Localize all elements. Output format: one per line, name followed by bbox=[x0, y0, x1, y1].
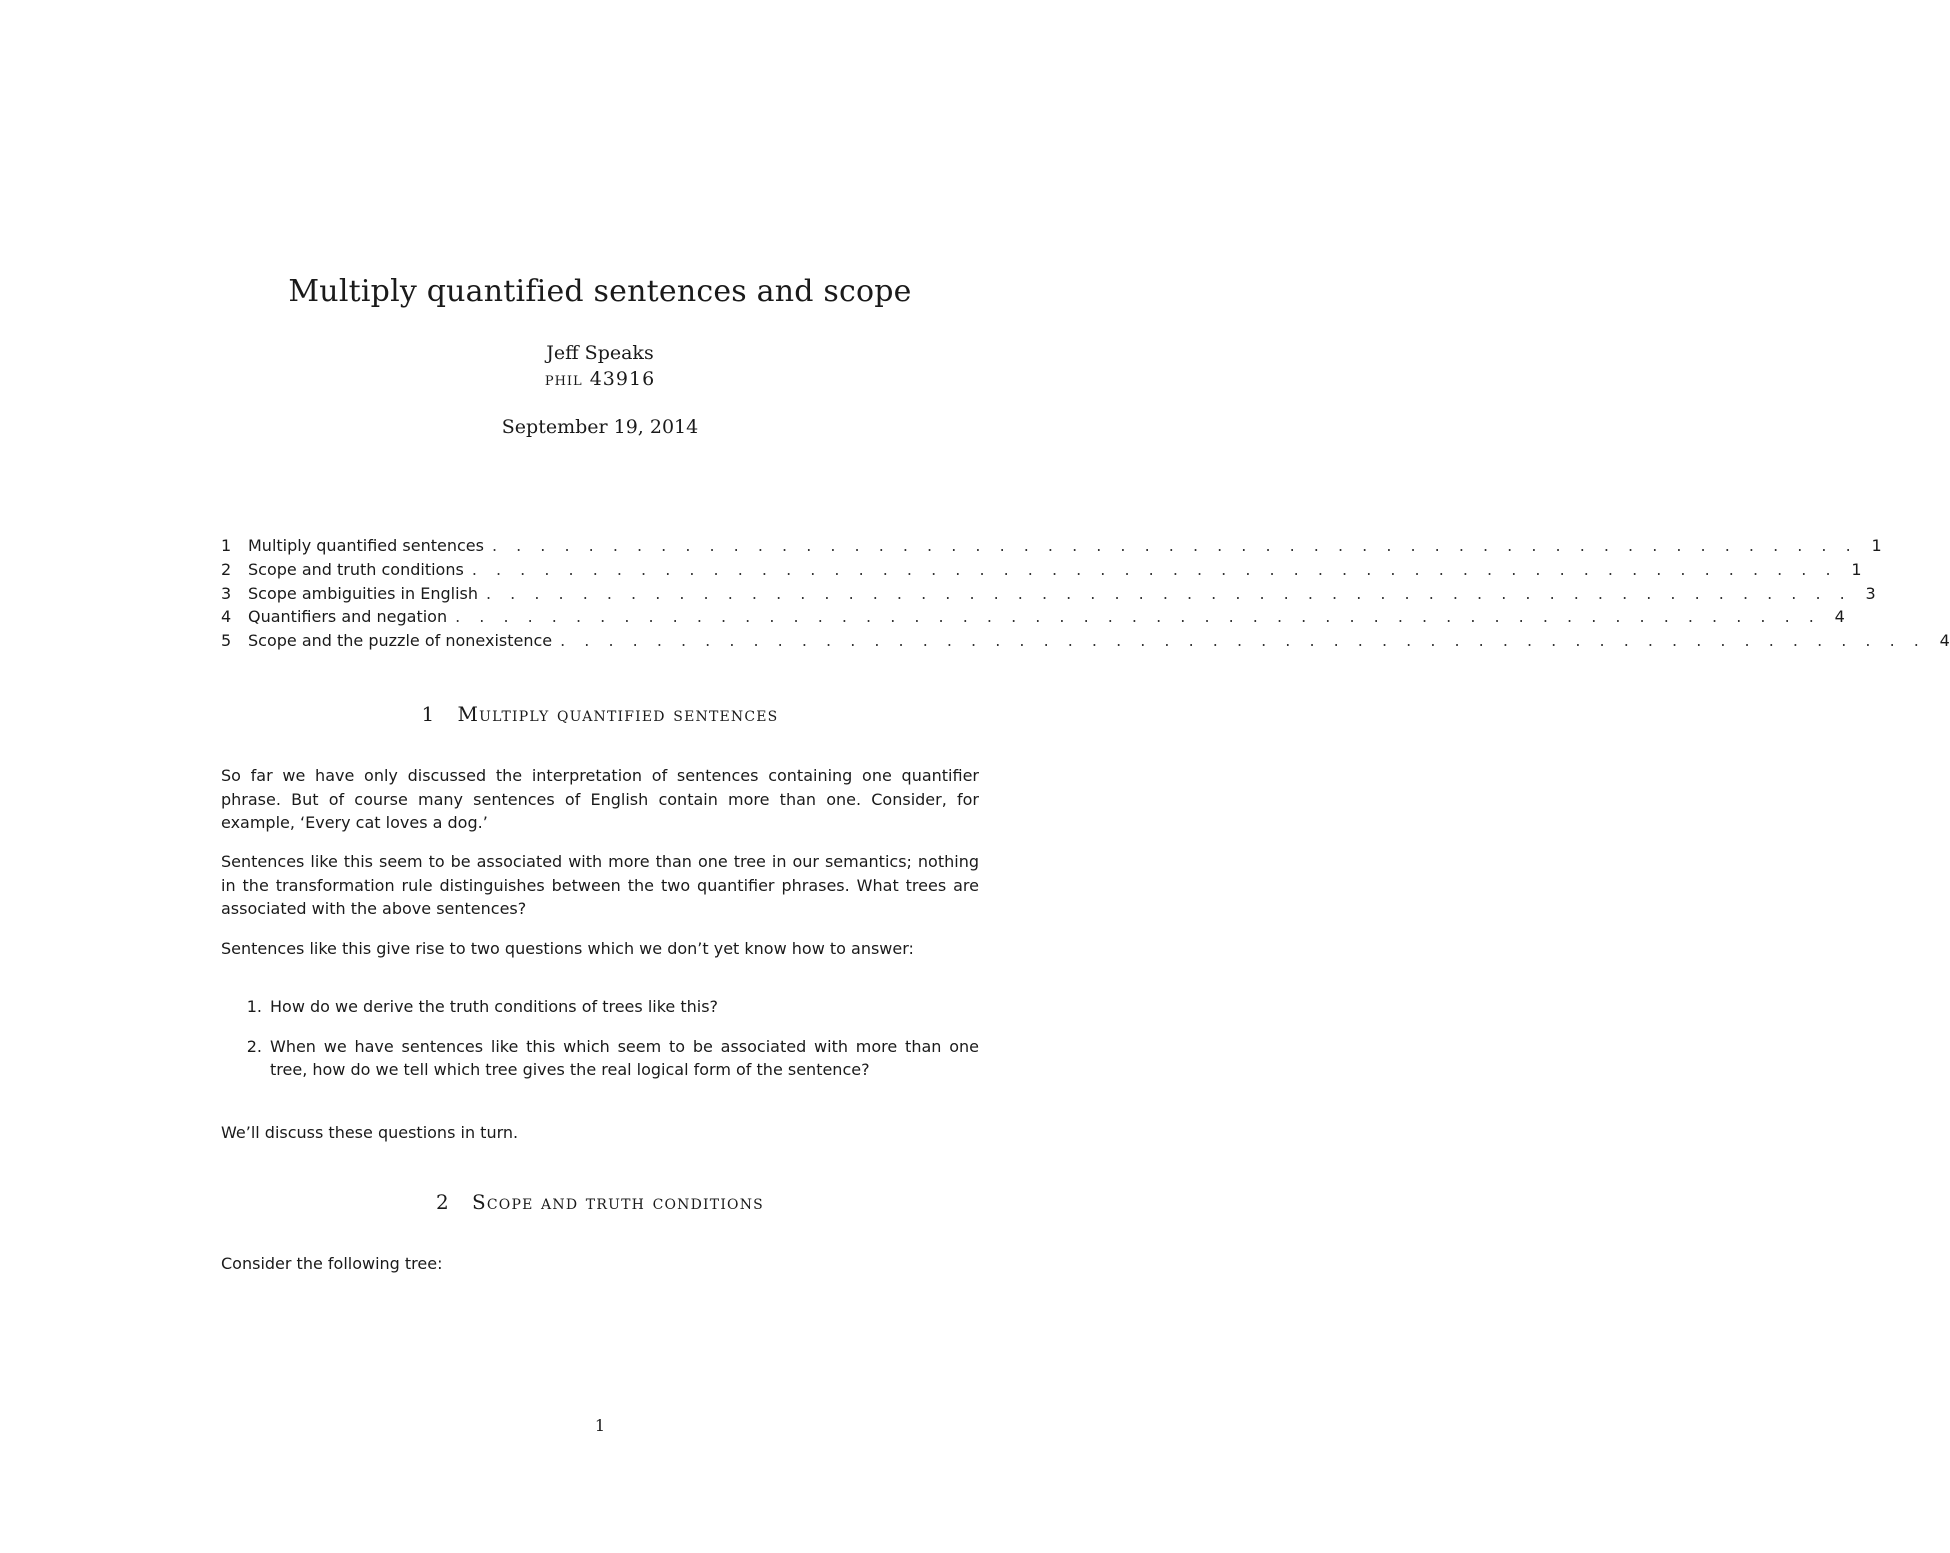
body-paragraph: Sentences like this give rise to two questions which we don’t yet know how to answer: bbox=[221, 939, 914, 958]
toc-leader-dots: . . . . . . . . . . . . . . . . . . . . . . . . . . . . . . . . . . . . . . . . . . . . . . . . . . . . . . . . . bbox=[455, 607, 1821, 627]
table-of-contents bbox=[221, 536, 1950, 655]
toc-entry-number: 5 bbox=[221, 631, 232, 651]
list-item-number: 1. bbox=[246, 997, 262, 1016]
toc-leader-dots: . . . . . . . . . . . . . . . . . . . . . . . . . . . . . . . . . . . . . . . . . . . . . . . . . . . . . . . . . bbox=[560, 631, 1926, 651]
section-title: Multiply quantified sentences bbox=[457, 702, 779, 726]
toc-leader-dots: . . . . . . . . . . . . . . . . . . . . . . . . . . . . . . . . . . . . . . . . . . . . . . . . . . . . . . . . . bbox=[486, 583, 1852, 603]
list-item-text: When we have sentences like this which seem to be associated with more than one tree, how do we tell which tree gives the real logical form of the sentence? bbox=[270, 1036, 979, 1080]
list-item-text: How do we derive the truth conditions of trees like this? bbox=[270, 997, 719, 1016]
toc-entry-number: 1 bbox=[221, 536, 232, 555]
list-item-number: 2. bbox=[246, 1036, 262, 1056]
toc-entry[interactable] bbox=[221, 607, 1845, 631]
body-paragraph: Sentences like this seem to be associated with more than one tree in our semantics; nothing in the transformation rule distinguishes between the two quantifier phrases. What trees are associated with the above sentences? bbox=[221, 852, 979, 919]
toc-entry[interactable] bbox=[221, 583, 1876, 608]
toc-entry-number: 2 bbox=[221, 559, 232, 579]
page-number: 1 bbox=[594, 1416, 606, 1435]
toc-leader-dots: . . . . . . . . . . . . . . . . . . . . . . . . . . . . . . . . . . . . . . . . . . . . . . . . . . . . . . . . . bbox=[471, 559, 1838, 579]
document-date: September 19, 2014 bbox=[501, 416, 699, 438]
section-title: Scope and truth conditions bbox=[471, 1190, 764, 1214]
toc-leader-dots: . . . . . . . . . . . . . . . . . . . . . . . . . . . . . . . . . . . . . . . . . . . . . . . . . . . . . . . . . bbox=[491, 536, 1858, 555]
question-list bbox=[221, 995, 979, 1098]
author-name: Jeff Speaks bbox=[546, 342, 654, 364]
section-heading bbox=[0, 702, 1200, 726]
toc-entry[interactable] bbox=[221, 536, 1882, 560]
toc-entry-title: Multiply quantified sentences bbox=[248, 536, 484, 555]
document-title: Multiply quantified sentences and scope bbox=[288, 274, 912, 309]
toc-entry-title: Scope and truth conditions bbox=[248, 559, 464, 579]
toc-entry-page: 1 bbox=[1871, 536, 1882, 555]
toc-entry-page: 3 bbox=[1865, 583, 1876, 603]
list-item bbox=[221, 1035, 979, 1082]
toc-entry-page: 1 bbox=[1851, 559, 1862, 579]
course-code: phil 43916 bbox=[544, 368, 656, 390]
toc-entry-page: 4 bbox=[1834, 607, 1845, 627]
body-paragraph: Consider the following tree: bbox=[221, 1254, 443, 1273]
toc-entry[interactable] bbox=[221, 631, 1950, 655]
section-number: 2 bbox=[436, 1190, 450, 1214]
section-number: 1 bbox=[421, 702, 436, 726]
body-paragraph: We’ll discuss these questions in turn. bbox=[221, 1123, 519, 1142]
toc-entry-title: Scope and the puzzle of nonexistence bbox=[248, 631, 553, 651]
toc-entry-number: 4 bbox=[221, 607, 232, 627]
body-paragraph: So far we have only discussed the interpretation of sentences containing one quantifier phrase. But of course many sentences of English contain more than one. Consider, for example, ‘Every cat loves a dog.’ bbox=[221, 766, 979, 833]
list-item bbox=[221, 995, 979, 1019]
section-heading bbox=[0, 1190, 1200, 1214]
toc-entry-title: Scope ambiguities in English bbox=[248, 583, 478, 603]
toc-entry-number: 3 bbox=[221, 583, 232, 603]
toc-entry-title: Quantifiers and negation bbox=[248, 607, 448, 627]
toc-entry-page: 4 bbox=[1939, 631, 1950, 651]
toc-entry[interactable] bbox=[221, 559, 1862, 584]
